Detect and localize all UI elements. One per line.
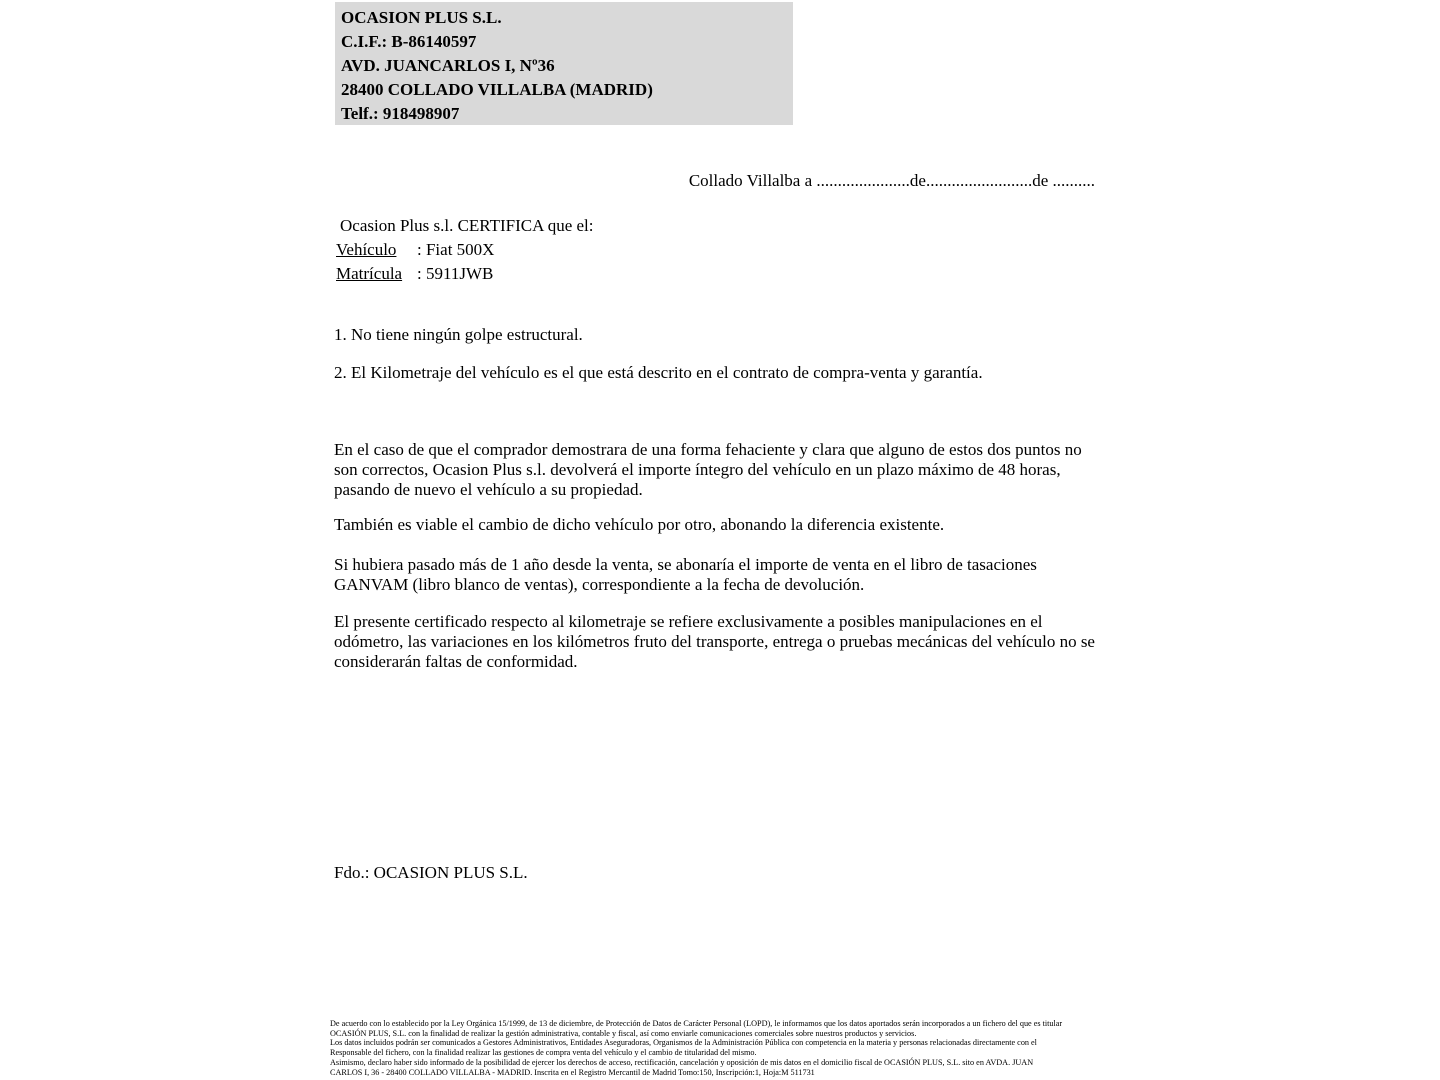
paragraph-exchange-option: También es viable el cambio de dicho vehículo por otro, abonando la diferencia existente. xyxy=(334,515,945,534)
certification-intro: Ocasion Plus s.l. CERTIFICA que el: xyxy=(340,216,594,235)
fine-print-line-4: Responsable del fichero, con la finalidad realizar las gestiones de compra venta del vehículo y el cambio de titularidad del mismo. xyxy=(330,1048,757,1058)
vehicle-label: Vehículo xyxy=(336,240,397,259)
fine-print-line-2: OCASIÓN PLUS, S.L. con la finalidad de realizar la gestión administrativa, contable y fiscal, así como enviarle comunicaciones comerciales sobre nuestros productos y servicios. xyxy=(330,1028,917,1038)
legal-fine-print xyxy=(330,1019,1062,1077)
point-no-structural-damage: 1. No tiene ningún golpe estructural. xyxy=(334,325,583,344)
vehicle-field-row xyxy=(336,238,594,262)
company-phone: Telf.: 918498907 xyxy=(341,104,460,123)
plate-field-row xyxy=(336,262,594,286)
fine-print-line-6: CARLOS I, 36 - 28400 COLLADO VILLALBA - MADRID. Inscrita en el Registro Mercantil de Madrid Tomo:150, Inscripción:1, Hoja:M 511731 xyxy=(330,1067,815,1077)
paragraph-ganvam-valuation: Si hubiera pasado más de 1 año desde la venta, se abonaría el importe de venta en el libro de tasaciones GANVAM (libro blanco de ventas), correspondiente a la fecha de devolución. xyxy=(334,555,1037,594)
company-name: OCASION PLUS S.L. xyxy=(341,8,502,27)
plate-value: : 5911JWB xyxy=(417,264,494,283)
vehicle-value: : Fiat 500X xyxy=(417,240,495,259)
date-line: Collado Villalba a ......................de.........................de .......... xyxy=(688,171,1095,190)
fine-print-line-3: Los datos incluidos podrán ser comunicados a Gestores Administrativos, Entidades Aseguradoras, Organismos de la Administración Pública con competencia en la materia y personas relacionadas directamente con el xyxy=(330,1038,1037,1048)
paragraph-refund-policy: En el caso de que el comprador demostrara de una forma fehaciente y clara que alguno de estos dos puntos no son correctos, Ocasion Plus s.l. devolverá el importe íntegro del vehículo en un plazo máximo de 48 horas, pasando de nuevo el vehículo a su propiedad. xyxy=(334,440,1082,499)
company-cif: C.I.F.: B-86140597 xyxy=(341,32,477,51)
point-mileage: 2. El Kilometraje del vehículo es el que está descrito en el contrato de compra-venta y garantía. xyxy=(334,363,983,382)
fine-print-line-5: Asimismo, declaro haber sido informado de la posibilidad de ejercer los derechos de acceso, rectificación, cancelación y oposición de mis datos en el domicilio fiscal de OCASIÓN PLUS, S.L. sito en AVDA. JUAN xyxy=(330,1057,1034,1067)
fine-print-line-1: De acuerdo con lo establecido por la Ley Orgánica 15/1999, de 13 de diciembre, de Protección de Datos de Carácter Personal (LOPD), le informamos que los datos aportados serán incorporados a un fichero del que es titular xyxy=(330,1019,1063,1028)
plate-label: Matrícula xyxy=(336,264,403,283)
certification-block xyxy=(336,214,594,286)
signature-line: Fdo.: OCASION PLUS S.L. xyxy=(334,863,528,882)
company-letterhead-block xyxy=(335,2,793,125)
paragraph-odometer-disclaimer: El presente certificado respecto al kilometraje se refiere exclusivamente a posibles manipulaciones en el odómetro, las variaciones en los kilómetros fruto del transporte, entrega o pruebas mecánicas del vehículo no se considerarán faltas de conformidad. xyxy=(334,612,1095,671)
company-city: 28400 COLLADO VILLALBA (MADRID) xyxy=(341,80,653,99)
company-address: AVD. JUANCARLOS I, Nº36 xyxy=(341,56,555,75)
